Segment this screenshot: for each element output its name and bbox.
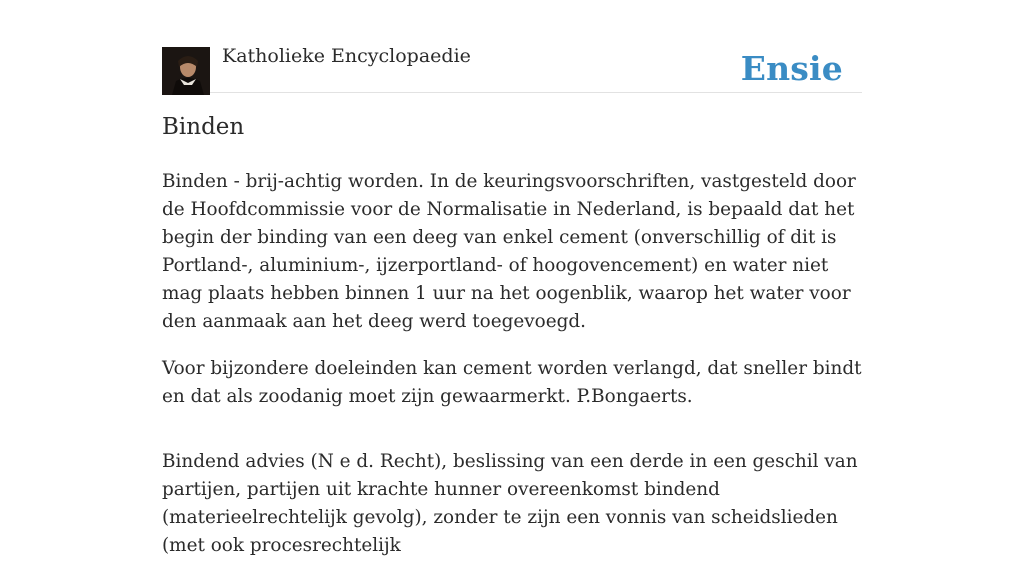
- page-container: [162, 0, 862, 556]
- portrait-avatar-icon[interactable]: [162, 47, 210, 95]
- site-name[interactable]: Katholieke Encyclopaedie: [222, 45, 471, 67]
- article-title: Binden: [162, 114, 245, 140]
- article-body: [162, 168, 862, 579]
- article-paragraph: Voor bijzondere doeleinden kan cement worden verlangd, dat sneller bindt en dat als zoodanig moet zijn gewaarmerkt. P.Bongaerts.: [162, 358, 862, 407]
- brand-logo[interactable]: Ensie: [740, 49, 843, 88]
- article-paragraph: Bindend advies (N e d. Recht), beslissing van een derde in een geschil van partijen, partijen uit krachte hunner overeenkomst bindend (materieelrechtelijk gevolg), zonder te zijn een vonnis van scheidslieden (met ook procesrechtelijk: [162, 451, 858, 556]
- article-paragraph: Binden - brij-achtig worden. In de keuringsvoorschriften, vastgesteld door de Hoofdcommissie voor de Normalisatie in Nederland, is bepaald dat het begin der binding van een deeg van enkel cement (onverschillig of dit is Portland-, aluminium-, ijzerportland- of hoogovencement) en water niet mag plaats hebben binnen 1 uur na het oogenblik, waarop het water voor den aanmaak aan het deeg werd toegevoegd.: [162, 171, 856, 332]
- site-header: [162, 0, 862, 93]
